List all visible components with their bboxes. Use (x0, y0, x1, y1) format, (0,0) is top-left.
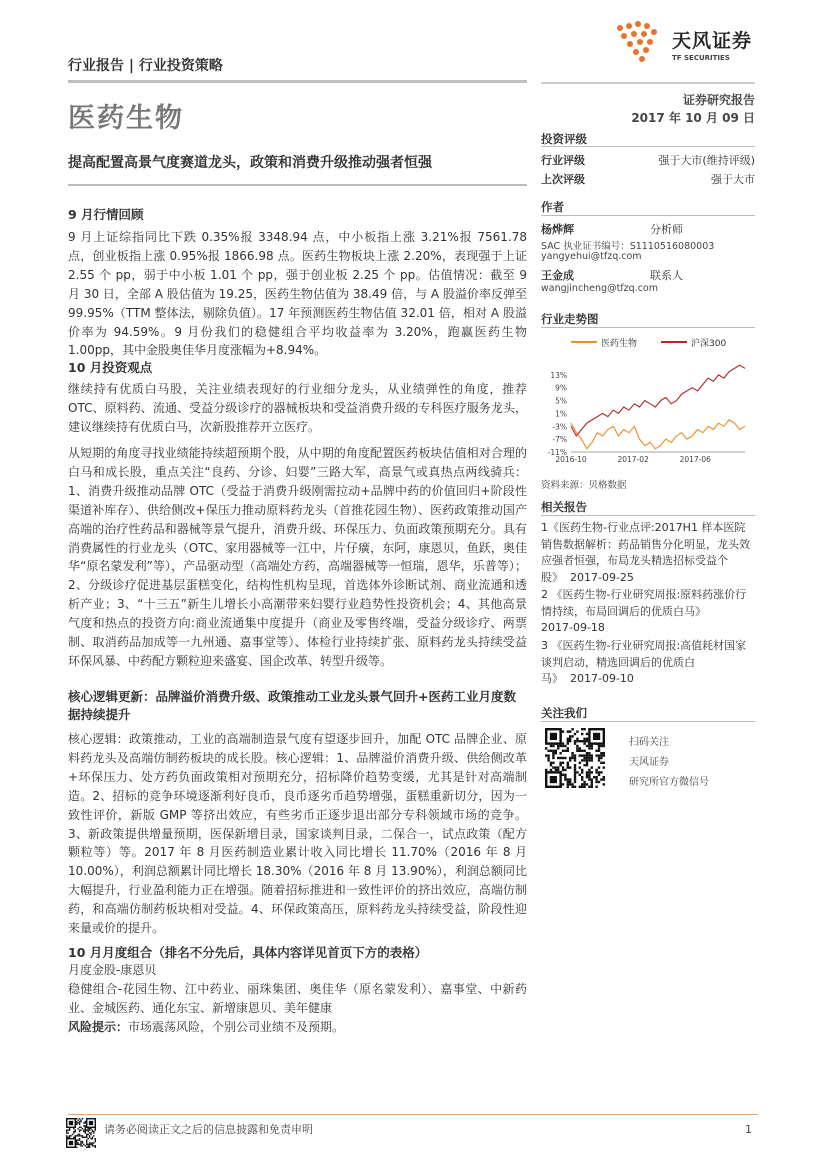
industry-trend-chart (541, 332, 755, 472)
author-name: 杨烨辉 (541, 223, 574, 236)
related-report-date: 2017-09-25 (570, 570, 634, 584)
trend-section-title: 行业走势图 (541, 312, 599, 326)
y-tick-label: -7% (552, 435, 567, 445)
prev-rating-value: 强于大市 (711, 173, 755, 186)
related-report[interactable] (541, 638, 755, 688)
related-report[interactable] (541, 587, 755, 637)
series-line (571, 365, 745, 436)
author-name: 王金成 (541, 269, 574, 282)
portfolio-line: 稳健组合-花园生物、江中药业、丽珠集团、奥佳华（原名蒙发利）、嘉事堂、中新药业、金城医药、通化东宝、新增康恩贝、美年健康 (68, 982, 527, 1015)
divider (541, 215, 755, 216)
header-rule (68, 80, 527, 83)
divider (541, 515, 755, 516)
follow-line: 扫码关注 (629, 737, 669, 748)
y-tick-label: 1% (555, 409, 567, 419)
follow-section-title: 关注我们 (541, 706, 587, 720)
page-number: 1 (745, 1123, 752, 1136)
author-email[interactable]: wangjincheng@tfzq.com (541, 283, 658, 294)
logo-mark-icon (612, 20, 668, 64)
sidebar-top-rule (541, 82, 755, 84)
related-report-title: 1《医药生物-行业点评:2017H1 样本医院销售数据解析：药品销售分化明显，龙头效应强者恒强，布局龙头精选招标受益个股》 (541, 521, 750, 584)
section-title: 10 月月度组合（排名不分先后，具体内容详见首页下方的表格） (68, 945, 428, 960)
report-date: 2017 年 10 月 09 日 (631, 111, 755, 125)
divider (541, 721, 755, 722)
portfolio-line: 月度金股-康恩贝 (68, 963, 157, 977)
report-headline: 提高配置高景气度赛道龙头，政策和消费升级推动强者恒强 (68, 152, 527, 186)
x-tick-label: 2017-02 (617, 455, 649, 464)
section-body: 核心逻辑：政策推动，工业的高端制造景气度有望逐步回升，加配 OTC 品牌企业、原料药龙头及高端仿制药板块的成长股。核心逻辑：1、品牌溢价消费升级、供给侧改革+环保压力、处方药负面政策相对预期充分，招标降价趋势变缓，尤其是针对高端制造。2、招标的竞争环境逐渐利好良币，良币逐劣币趋势增强，蛋糕重新切分，因为一致性评价，新版 GMP 等挤出效应，有些劣币正逐步退出部分专科领域市场的竞争。3、新政策提供增量预期，医保新增目录，国家谈判目录，二保合一，试点政策（配方颗粒等）等。2017 年 8 月医药制造业累计收入同比增长 11.70%（2016 年 8 月 10.00%），利润总额累计同比增长 18.30%（2016 年 8 月 13.90%），利润总额同比大幅提升，行业盈利能力正在增强。随着招标推进和一致性评价的挤出效应，高端仿制药，和高端仿制药板块相对受益。4、环保政策高压，原料药龙头持续受益，阶段性迎来量或价的提升。 (68, 732, 527, 936)
related-report[interactable] (541, 520, 755, 586)
author-section-title: 作者 (541, 200, 564, 214)
x-tick-label: 2016-10 (555, 455, 587, 464)
sector-title: 医药生物 (68, 103, 184, 134)
section-body: 9 月上证综指同比下跌 0.35%报 3348.94 点，中小板指上涨 3.21%报 7561.78 点，创业板指上涨 0.95%报 1866.98 点。医药生物板块上涨 2.20%，表现强于上证 2.55 个 pp，弱于中小板 1.01 个 pp，强于创业板 2.25 个 pp。估值情况：截至 9 月 30 日，全部 A 股估值为 19.25，医药生物估值为 38.49 倍，与 A 股溢价率反弹至 99.95%（TTM 整体法，剔除负值）。17 年预测医药生物估值 32.01 倍，相对 A 股溢价率为 94.59%。9 月份我们的稳健组合平均收益率为 3.20%，跑赢医药生物 1.00pp，其中金股奥佳华月度涨幅为+8.94%。 (68, 230, 527, 358)
related-report-date: 2017-09-18 (541, 621, 605, 634)
rating-section-title: 投资评级 (541, 132, 587, 146)
legend-label: 沪深300 (691, 339, 727, 349)
author-role: 联系人 (650, 269, 683, 282)
divider (541, 327, 755, 328)
follow-line: 研究所官方微信号 (629, 777, 709, 788)
y-tick-label: 5% (555, 396, 567, 406)
series-line (571, 420, 745, 449)
y-tick-label: -11% (547, 448, 567, 457)
follow-line: 天风证券 (629, 757, 669, 768)
rating-value: 强于大市(维持评级) (658, 154, 755, 167)
wechat-qr-code[interactable] (545, 728, 605, 788)
risk-warning (68, 1018, 527, 1037)
report-category: 行业报告 | 行业投资策略 (68, 58, 223, 74)
y-tick-label: 9% (555, 383, 567, 393)
section-body: 从短期的角度寻找业绩能持续超预期个股，从中期的角度配置医药板块估值相对合理的白马和成长股，重点关注“良药、分诊、妇婴”三路大军，高景气或真热点两线骑兵：1、消费升级推动品牌 OTC（受益于消费升级刚需拉动+品牌中药的价值回归+阶段性渠道补库存）、供给侧改+保压力推动原料药龙头（首推花园生物）、医药政策推动国产高端的治疗性药品和器械等景气提升，消费升级、环保压力、负面政策预期充分。具有消费属性的行业龙头（OTC、家用器械等一江中，片仔癀，东阿，康恩贝，鱼跃，奥佳华“原名蒙发利”等），产品驱动型（高端处方药，高端器械等一恒瑞，恩华，乐普等）；2、分级诊疗促进基层蛋糕变化，结构性机构呈现，首选体外诊断试剂、商业流通和透析产业；3、“十三五”新生儿增长小高潮带来妇婴行业趋势性投资机会；4、其他高景气度和热点的投资方向:商业流通集中度提升（商业及零售终端，受益分级诊疗、两票制、取消药品加成等一九州通、嘉事堂等）、体检行业持续扩张、原料药龙头持续受益环保风暴、中药配方颗粒迎来盛宴、国企改革、转型升级等。 (68, 446, 527, 668)
risk-label: 风险提示： (68, 1020, 129, 1034)
related-report-title: 2 《医药生物-行业研究周报:原料药涨价行情持续，布局回调后的优质白马》 (541, 588, 747, 618)
logo-text-en: TF SECURITIES (672, 54, 730, 62)
author-role: 分析师 (650, 223, 683, 236)
footer-qr-code[interactable] (66, 1118, 96, 1148)
chart-source: 资料来源：贝格数据 (541, 480, 627, 491)
section-title: 核心逻辑更新：品牌溢价消费升级、政策推动工业龙头景气回升+医药工业月度数据持续提升 (68, 689, 516, 722)
author-email[interactable]: yangyehui@tfzq.com (541, 251, 642, 262)
x-tick-label: 2017-06 (679, 455, 711, 464)
report-type: 证券研究报告 (682, 93, 755, 107)
footer-rule (68, 1114, 758, 1115)
risk-text: 市场震荡风险，个别公司业绩不及预期。 (128, 1020, 345, 1034)
related-report-title: 3 《医药生物-行业研究周报:高值耗材国家谈判启动，精选回调后的优质白马》 (541, 639, 747, 685)
related-section-title: 相关报告 (541, 500, 587, 514)
section-body: 继续持有优质白马股，关注业绩表现好的行业细分龙头，从业绩弹性的角度，推荐 OTC、原料药、流通、受益分级诊疗的器械板块和受益消费升级的专科医疗服务龙头，建议继续持有优质白马，次新股推荐开立医疗。 (68, 382, 527, 434)
related-report-date: 2017-09-10 (570, 672, 634, 685)
y-tick-label: -3% (552, 422, 567, 432)
rating-label: 行业评级 (541, 154, 585, 167)
y-tick-label: 13% (550, 370, 567, 380)
footer-disclaimer[interactable]: 请务必阅读正文之后的信息披露和免责申明 (104, 1123, 313, 1136)
section-title: 9 月行情回顾 (68, 207, 144, 222)
section-title: 10 月投资观点 (68, 360, 153, 375)
company-logo (612, 20, 772, 64)
prev-rating-label: 上次评级 (541, 173, 585, 186)
legend-label: 医药生物 (601, 339, 638, 349)
divider (541, 146, 755, 147)
logo-text-cn: 天风证券 (672, 30, 753, 52)
author-cert: SAC 执业证书编号：S1110516080003 (541, 241, 715, 252)
